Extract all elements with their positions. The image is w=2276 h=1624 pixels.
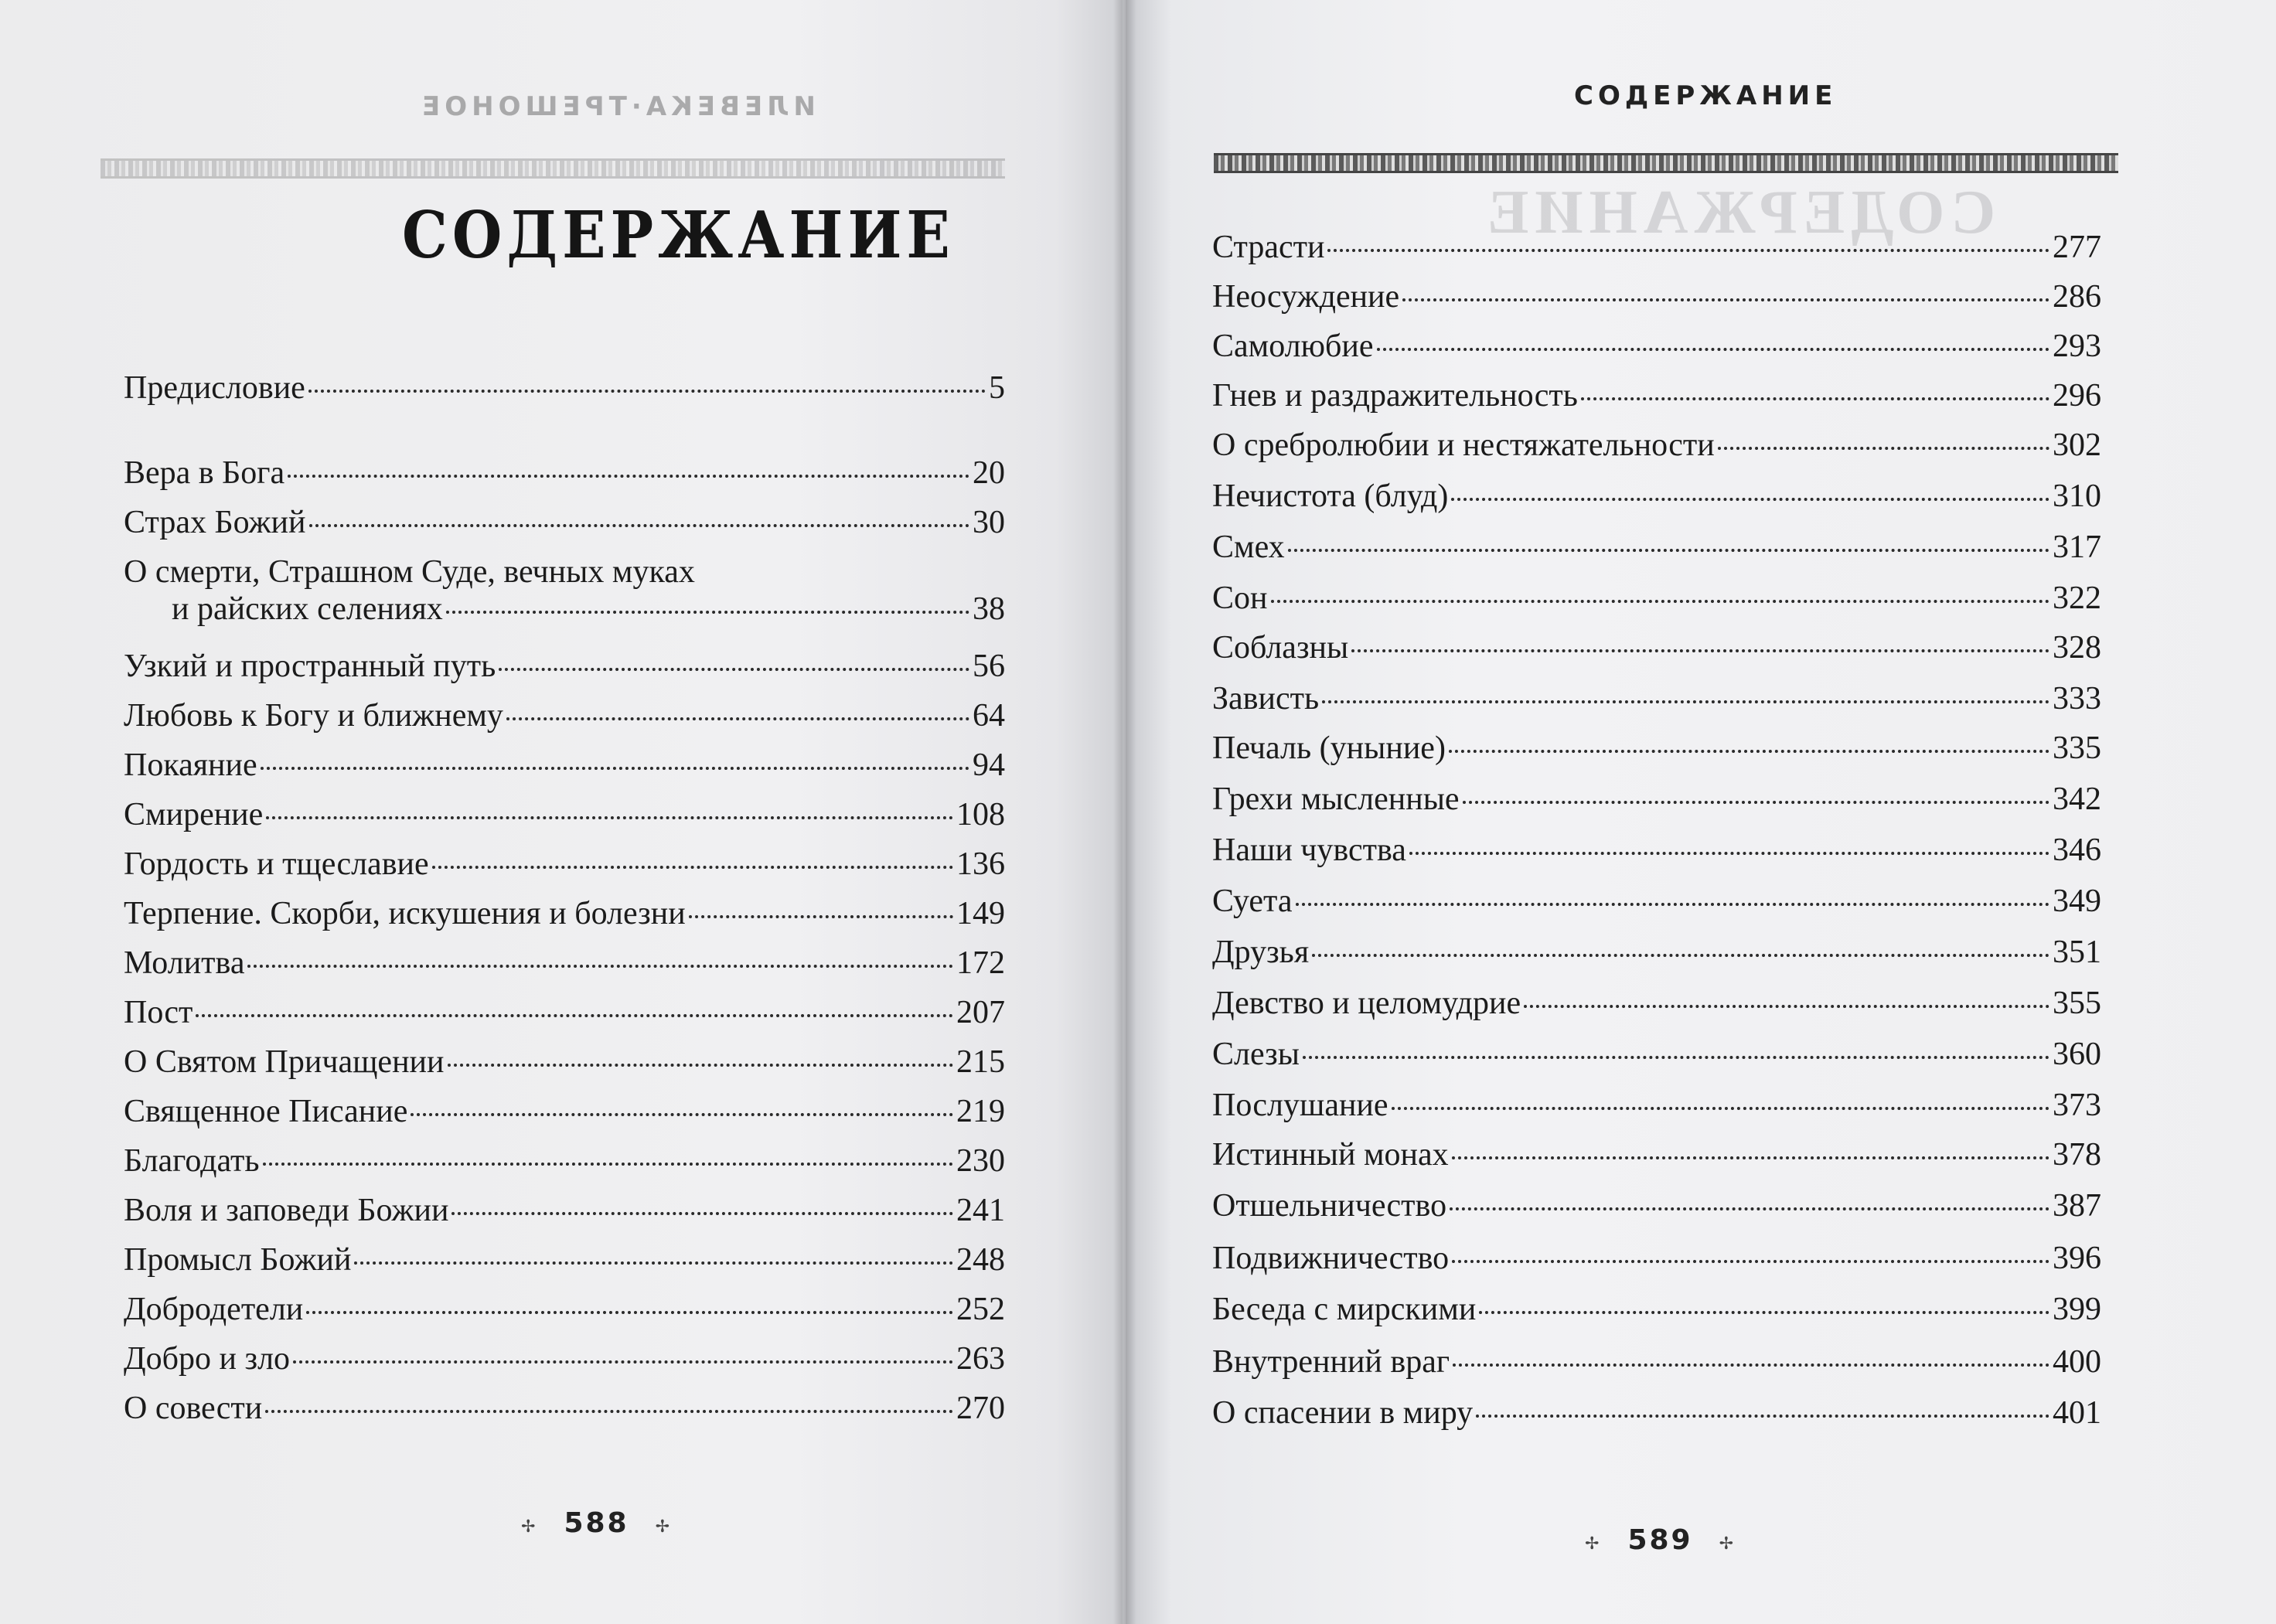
toc-entry-title: Узкий и пространный путь <box>124 649 496 684</box>
toc-entry-title: О смерти, Страшном Суде, вечных муках <box>124 554 695 590</box>
toc-entry <box>124 369 1005 407</box>
toc-entry-page: 94 <box>973 747 1005 783</box>
toc-entry-page: 317 <box>2053 529 2101 565</box>
dot-leader <box>1351 649 2049 652</box>
toc-entry <box>124 1044 1005 1081</box>
dot-leader <box>1449 750 2049 753</box>
toc-entry <box>1212 781 2101 818</box>
toc-entry-page: 108 <box>956 797 1005 832</box>
dot-leader <box>1581 397 2049 400</box>
dot-leader <box>196 1014 953 1017</box>
toc-entry <box>1212 985 2101 1022</box>
toc-entry <box>1212 680 2101 717</box>
toc-entry-title: Печаль (уныние) <box>1212 730 1446 766</box>
toc-entry-page: 346 <box>2053 832 2101 868</box>
toc-entry-page: 310 <box>2053 478 2101 514</box>
folio-left <box>495 1507 698 1539</box>
dot-leader <box>506 717 969 720</box>
dot-leader <box>1453 1364 2049 1367</box>
toc-entry-title: Истинный монах <box>1212 1137 1449 1173</box>
toc-entry-title: Соблазны <box>1212 630 1349 666</box>
toc-entry-title: Добродетели <box>124 1292 304 1327</box>
toc-entry-page: 302 <box>2053 427 2101 463</box>
toc-entry <box>1212 1343 2101 1381</box>
toc-entry <box>1212 883 2101 920</box>
toc-entry-page: 252 <box>956 1292 1005 1327</box>
page-number: 589 <box>1627 1524 1693 1556</box>
dot-leader <box>1452 1156 2049 1159</box>
toc-entry-page: 207 <box>956 995 1005 1030</box>
dot-leader <box>1392 1107 2049 1110</box>
toc-left <box>124 0 1005 1624</box>
toc-entry <box>1212 1036 2101 1073</box>
dot-leader <box>1718 447 2049 450</box>
dot-leader <box>308 390 986 393</box>
toc-entry-title: Священное Писание <box>124 1094 408 1129</box>
toc-entry <box>1212 832 2101 869</box>
dot-leader <box>1450 1207 2049 1210</box>
toc-entry <box>1212 278 2101 315</box>
dot-leader <box>1296 903 2049 906</box>
toc-entry-page: 349 <box>2053 883 2101 919</box>
dot-leader <box>306 1311 953 1314</box>
dot-leader <box>1312 954 2049 957</box>
toc-entry-page: 328 <box>2053 630 2101 666</box>
toc-entry-title: Вера в Бога <box>124 455 285 491</box>
folio-right <box>1559 1524 1762 1556</box>
toc-entry <box>124 994 1005 1031</box>
dot-leader <box>1288 549 2049 552</box>
toc-entry-page: 136 <box>956 846 1005 882</box>
toc-entry <box>1212 629 2101 666</box>
toc-entry-title: Суета <box>1212 883 1293 919</box>
page-title: СОДЕРЖАНИЕ <box>402 198 955 274</box>
dot-leader <box>1451 498 2049 501</box>
toc-entry-title: Молитва <box>124 945 245 981</box>
dot-leader <box>265 1410 953 1413</box>
toc-entry-title: Нечистота (блуд) <box>1212 478 1449 514</box>
toc-entry-title: Страх Божий <box>124 505 306 540</box>
toc-entry <box>124 504 1005 541</box>
page-number: 588 <box>564 1507 629 1539</box>
toc-entry-page: 263 <box>956 1341 1005 1377</box>
toc-entry-page: 230 <box>956 1143 1005 1179</box>
dot-leader <box>1303 1056 2049 1059</box>
toc-entry <box>1212 1187 2101 1224</box>
toc-entry-title: Сон <box>1212 580 1268 616</box>
toc-entry-title: О спасении в миру <box>1212 1395 1474 1431</box>
toc-entry <box>1212 1394 2101 1432</box>
dot-leader <box>1377 348 2049 351</box>
dot-leader <box>1402 298 2049 301</box>
dot-leader <box>1524 1005 2049 1008</box>
toc-entry-page: 5 <box>989 370 1005 406</box>
toc-entry-page: 241 <box>956 1193 1005 1228</box>
toc-entry-title: Благодать <box>124 1143 260 1179</box>
toc-entry <box>124 1390 1005 1427</box>
toc-entry-page: 38 <box>973 591 1005 627</box>
toc-entry-page: 30 <box>973 505 1005 540</box>
right-page <box>1126 0 2276 1624</box>
toc-entry-title: О Святом Причащении <box>124 1044 445 1080</box>
dot-leader <box>354 1261 953 1265</box>
toc-entry-title: О сребролюбии и нестяжательности <box>1212 427 1715 463</box>
toc-entry-title: Страсти <box>1212 230 1325 265</box>
toc-entry-page: 373 <box>2053 1088 2101 1123</box>
toc-entry <box>124 553 1005 628</box>
dot-leader <box>1409 852 2049 855</box>
dot-leader <box>247 965 953 968</box>
toc-entry <box>124 648 1005 685</box>
toc-entry-page: 56 <box>973 649 1005 684</box>
toc-entry <box>124 1241 1005 1278</box>
dot-leader <box>1463 801 2049 804</box>
toc-entry <box>1212 934 2101 971</box>
book-gutter <box>1113 0 1136 1624</box>
ornament-icon: ✢ <box>655 1517 673 1537</box>
toc-entry-title: Грехи мысленные <box>1212 781 1460 817</box>
dot-leader <box>261 767 969 770</box>
toc-entry-page: 360 <box>2053 1037 2101 1072</box>
toc-entry-page: 270 <box>956 1391 1005 1426</box>
dot-leader <box>689 915 953 918</box>
toc-entry-page: 342 <box>2053 781 2101 817</box>
dot-leader <box>499 668 969 671</box>
toc-entry-title: Друзья <box>1212 935 1310 970</box>
ghost-running-head: ИЛЕВЕКА·ТРЕШОНОЕ <box>417 91 816 122</box>
toc-entry <box>1212 377 2101 414</box>
dot-leader <box>411 1113 953 1116</box>
toc-entry-title: Пост <box>124 995 193 1030</box>
toc-entry-title: Зависть <box>1212 681 1320 717</box>
dot-leader <box>293 1360 953 1364</box>
toc-entry-title: Воля и заповеди Божии <box>124 1193 449 1228</box>
toc-entry-page: 215 <box>956 1044 1005 1080</box>
toc-entry-title: Гордость и тщеславие <box>124 846 429 882</box>
ornament-icon: ✢ <box>1585 1534 1602 1554</box>
toc-entry <box>1212 580 2101 617</box>
toc-entry <box>1212 328 2101 365</box>
toc-entry-title: Терпение. Скорби, искушения и болезни <box>124 896 686 931</box>
toc-entry <box>124 1340 1005 1377</box>
toc-entry-page: 351 <box>2053 935 2101 970</box>
toc-entry <box>1212 529 2101 566</box>
toc-entry <box>1212 730 2101 767</box>
dot-leader <box>451 1212 953 1215</box>
toc-entry-page: 399 <box>2053 1292 2101 1327</box>
ghost-title: СОДЕРЖАНИЕ <box>1481 179 1996 247</box>
ornament-icon: ✢ <box>1719 1534 1736 1554</box>
ornament-icon: ✢ <box>521 1517 538 1537</box>
left-page <box>0 0 1123 1624</box>
dot-leader <box>309 524 969 527</box>
dot-leader <box>1271 600 2050 603</box>
toc-entry-title-continued: и райских селениях <box>172 591 443 627</box>
toc-entry <box>124 945 1005 982</box>
dot-leader <box>446 611 969 614</box>
toc-entry-title: Гнев и раздражительность <box>1212 378 1578 414</box>
toc-entry <box>124 1093 1005 1130</box>
toc-entry <box>124 846 1005 883</box>
toc-entry-page: 396 <box>2053 1241 2101 1276</box>
toc-entry-title: О совести <box>124 1391 263 1426</box>
dot-leader <box>1322 700 2049 703</box>
toc-entry-title: Добро и зло <box>124 1341 291 1377</box>
toc-entry-page: 378 <box>2053 1137 2101 1173</box>
toc-entry-title: Отшельничество <box>1212 1188 1447 1224</box>
toc-entry-title: Смирение <box>124 797 264 832</box>
toc-entry <box>124 747 1005 784</box>
toc-entry-page: 322 <box>2053 580 2101 616</box>
dot-leader <box>263 1163 953 1166</box>
toc-entry-title: Промысл Божий <box>124 1242 352 1278</box>
toc-entry <box>124 455 1005 492</box>
dot-leader <box>432 866 953 869</box>
toc-entry-title: Предисловие <box>124 370 305 406</box>
dot-leader <box>1479 1311 2049 1314</box>
toc-entry <box>124 1192 1005 1229</box>
toc-entry-page: 333 <box>2053 681 2101 717</box>
toc-entry-title: Слезы <box>1212 1037 1300 1072</box>
toc-entry <box>124 1291 1005 1328</box>
toc-entry-page: 387 <box>2053 1188 2101 1224</box>
toc-entry-title: Покаяние <box>124 747 257 783</box>
dot-leader <box>448 1064 953 1067</box>
toc-entry <box>1212 1136 2101 1173</box>
dot-leader <box>1327 249 2049 252</box>
toc-entry-page: 219 <box>956 1094 1005 1129</box>
toc-entry-title: Самолюбие <box>1212 329 1374 364</box>
toc-entry-page: 400 <box>2053 1344 2101 1380</box>
toc-entry-page: 64 <box>973 698 1005 734</box>
toc-entry-page: 286 <box>2053 279 2101 315</box>
toc-entry-title: Девство и целомудрие <box>1212 986 1521 1021</box>
toc-entry-page: 355 <box>2053 986 2101 1021</box>
toc-entry <box>124 697 1005 734</box>
toc-entry <box>124 796 1005 833</box>
toc-entry-page: 293 <box>2053 329 2101 364</box>
toc-entry-title: Любовь к Богу и ближнему <box>124 698 503 734</box>
toc-entry-page: 149 <box>956 896 1005 931</box>
toc-entry-page: 335 <box>2053 730 2101 766</box>
toc-entry <box>1212 1087 2101 1124</box>
toc-entry-page: 296 <box>2053 378 2101 414</box>
toc-entry-title: Послушание <box>1212 1088 1388 1123</box>
toc-entry-title: Смех <box>1212 529 1285 565</box>
toc-entry-page: 248 <box>956 1242 1005 1278</box>
toc-entry-title: Наши чувства <box>1212 832 1406 868</box>
toc-entry-page: 172 <box>956 945 1005 981</box>
toc-entry <box>1212 427 2101 464</box>
toc-entry-title: Беседа с мирскими <box>1212 1292 1477 1327</box>
toc-entry-page: 401 <box>2053 1395 2101 1431</box>
toc-entry-page: 20 <box>973 455 1005 491</box>
toc-entry <box>1212 1240 2101 1277</box>
toc-entry-title: Неосуждение <box>1212 279 1400 315</box>
toc-entry-title: Внутренний враг <box>1212 1344 1450 1380</box>
dot-leader <box>1452 1260 2049 1263</box>
dot-leader <box>288 475 969 478</box>
toc-entry <box>124 895 1005 932</box>
toc-right <box>1212 0 2101 1624</box>
toc-entry <box>1212 229 2101 266</box>
toc-entry <box>1212 1291 2101 1328</box>
dot-leader <box>1476 1415 2049 1418</box>
dot-leader <box>266 816 953 819</box>
toc-entry-page: 277 <box>2053 230 2101 265</box>
toc-entry-title: Подвижничество <box>1212 1241 1450 1276</box>
running-head: СОДЕРЖАНИЕ <box>1574 80 1838 111</box>
toc-entry <box>124 1142 1005 1180</box>
toc-entry <box>1212 478 2101 515</box>
